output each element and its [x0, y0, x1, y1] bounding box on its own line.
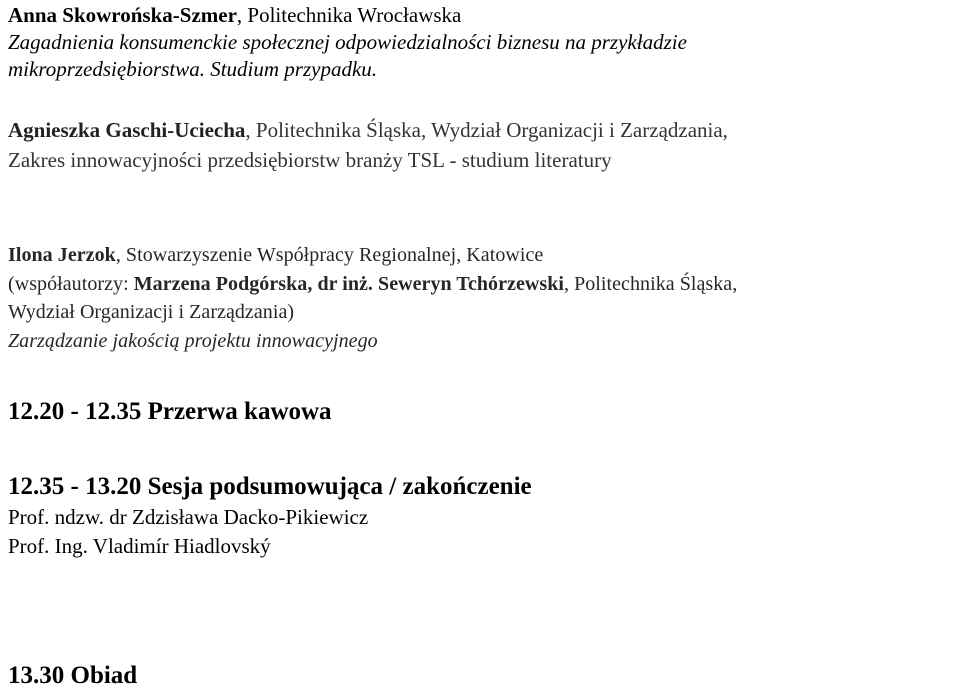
talk-1-author: Anna Skowrońska-Szmer	[8, 3, 237, 27]
talk-1-title-text-1: Zagadnienia konsumenckie społecznej odpowiedzialności biznesu na przykładzie	[8, 30, 687, 54]
talk-3-coauthors: Marzena Podgórska, dr inż. Seweryn Tchórzewski	[133, 272, 564, 295]
talk-2	[8, 115, 728, 175]
talk-3-affiliation: , Stowarzyszenie Współpracy Regionalnej, Katowice	[115, 244, 544, 266]
lunch: 13.30 Obiad	[8, 662, 138, 689]
talk-1-author-line	[8, 2, 687, 29]
talk-3-title-text: Zarządzanie jakością projektu innowacyjnego	[8, 329, 378, 352]
talk-2-author-line	[8, 115, 728, 145]
talk-1-affiliation: , Politechnika Wrocławska	[236, 3, 462, 27]
talk-1-title-line-2	[8, 56, 687, 83]
talk-1-title-line-1	[8, 29, 687, 56]
talk-2-title: Zakres innowacyjności przedsiębiorstw branży TSL - studium literatury	[8, 148, 612, 172]
talk-1-title-text-2: mikroprzedsiębiorstwa. Studium przypadku.	[8, 57, 378, 81]
talk-3-author-line	[8, 241, 737, 270]
closing-session-person-2: Prof. Ing. Vladimír Hiadlovský	[8, 534, 271, 558]
talk-1	[8, 2, 687, 83]
talk-3-coauthors-affiliation: , Politechnika Śląska,	[563, 272, 738, 295]
talk-3	[8, 241, 737, 355]
closing-session-title: 12.35 - 13.20 Sesja podsumowująca / zakończenie	[8, 473, 532, 500]
talk-3-coauthors-affiliation-cont: Wydział Organizacji i Zarządzania)	[8, 301, 295, 323]
closing-session-person-1: Prof. ndzw. dr Zdzisława Dacko-Pikiewicz	[8, 505, 369, 529]
coffee-break: 12.20 - 12.35 Przerwa kawowa	[8, 398, 332, 425]
talk-3-title	[8, 327, 737, 356]
talk-3-coauthors-prefix: (współautorzy:	[8, 272, 134, 295]
talk-3-author: Ilona Jerzok	[8, 244, 116, 266]
talk-2-affiliation: , Politechnika Śląska, Wydział Organizacji i Zarządzania,	[245, 118, 728, 142]
talk-3-coauthors-line	[8, 270, 737, 299]
closing-session	[8, 471, 532, 561]
talk-2-author: Agnieszka Gaschi-Uciecha	[8, 118, 246, 142]
